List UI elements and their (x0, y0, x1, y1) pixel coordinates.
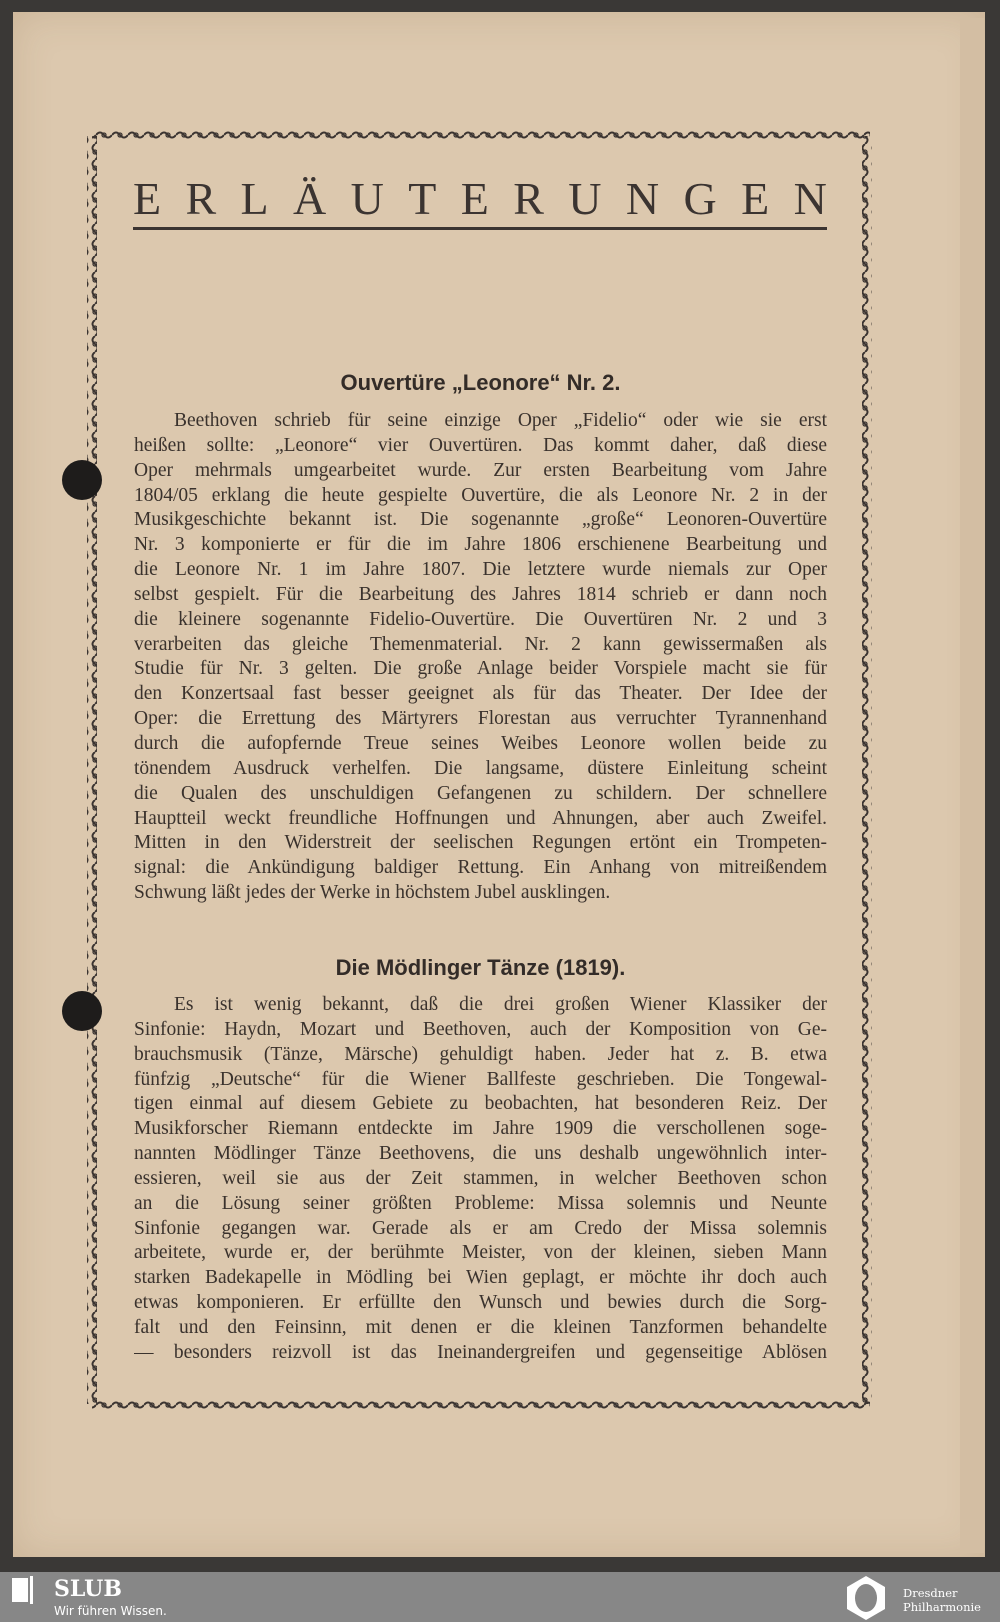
title-letter: N (793, 173, 827, 224)
section-heading-leonore: Ouvertüre „Leonore“ Nr. 2. (340, 370, 621, 395)
title-letter: E (741, 173, 770, 224)
title-letter: N (625, 173, 660, 224)
text-line: heißen sollte: „Leonore“ vier Ouvertüren. Das kommt daher, daß diese (134, 434, 827, 456)
text-line: durch die aufopfernde Treue seines Weibes Leonore wollen beide zu (134, 732, 827, 754)
punch-hole (62, 991, 102, 1031)
title-letter: T (408, 173, 437, 224)
text-line: Sinfonie gegangen war. Gerade als er am Credo der Missa solemnis (134, 1217, 827, 1239)
section-body-moedlinger (134, 993, 827, 1366)
text-line: Sinfonie: Haydn, Mozart und Beethoven, auch der Komposition von Ge- (134, 1018, 827, 1040)
text-line: essieren, weil sie aus der Zeit stammen, in welcher Beethoven schon (134, 1167, 827, 1189)
partner-name-line1: Dresdner (903, 1586, 958, 1600)
slub-tagline: Wir führen Wissen. (54, 1604, 167, 1618)
page-title (133, 172, 827, 225)
title-letter: Ä (293, 173, 327, 224)
title-underline (133, 227, 827, 230)
title-letter: R (513, 173, 544, 224)
title-letter: U (568, 173, 602, 224)
text-line: Musikforscher Riemann entdeckte im Jahre 1909 die verschollenen soge- (134, 1118, 827, 1140)
title-letter: E (460, 173, 489, 224)
title-letter: U (350, 173, 384, 224)
partner-name-line2: Philharmonie (903, 1600, 981, 1614)
text-line: Studie für Nr. 3 gelten. Die große Anlage beider Vorspiele macht sie für (134, 658, 827, 680)
text-line: Hauptteil weckt freundliche Hoffnungen und Ahnungen, aber auch Zweifel. (134, 807, 827, 829)
text-line: tönendem Ausdruck verhelfen. Die langsame, düstere Einleitung scheint (134, 757, 827, 779)
text-line: fünfzig „Deutsche“ für die Wiener Ballfeste geschrieben. Die Tongewal- (134, 1068, 827, 1090)
text-line: brauchsmusik (Tänze, Märsche) gehuldigt haben. Jeder hat z. B. etwa (134, 1043, 827, 1065)
text-line: den Konzertsaal fast besser geeignet als für das Theater. Der Idee der (134, 683, 827, 705)
text-line: starken Badekapelle in Mödling bei Wien geplagt, er möchte ihr doch auch (134, 1267, 827, 1289)
text-line: die Leonore Nr. 1 im Jahre 1807. Die letztere wurde niemals zur Oper (134, 559, 827, 581)
slub-logo-name[interactable]: SLUB (54, 1576, 122, 1602)
text-line: selbst gespielt. Für die Bearbeitung des Jahres 1814 schrieb er dann noch (134, 583, 827, 605)
text-line: etwas komponieren. Er erfüllte den Wunsch und bewies durch die Sorg- (134, 1292, 827, 1314)
slub-book-icon (12, 1578, 28, 1602)
footer-bar (0, 1572, 1000, 1622)
text-line: verarbeiten das gleiche Themenmaterial. Nr. 2 kann gewissermaßen als (134, 633, 827, 655)
text-line: an die Lösung seiner größten Probleme: Missa solemnis und Neunte (134, 1192, 827, 1214)
text-line: Musikgeschichte bekannt ist. Die sogenannte „große“ Leonoren-Ouvertüre (134, 509, 827, 531)
punch-hole (62, 460, 102, 500)
text-line: arbeitete, wurde er, der berühmte Meister, von der kleinen, sieben Mann (134, 1242, 827, 1264)
text-line: Nr. 3 komponierte er für die im Jahre 1806 erschienene Bearbeitung und (134, 534, 827, 556)
title-letter: G (683, 173, 717, 224)
text-line: falt und den Feinsinn, mit denen er die kleinen Tanzformen behandelte (134, 1316, 827, 1338)
text-line: nannten Mödlinger Tänze Beethovens, die uns deshalb ungewöhnlich inter- (134, 1143, 827, 1165)
text-line: 1804/05 erklang die heute gespielte Ouvertüre, die als Leonore Nr. 2 in der (134, 484, 827, 506)
text-line: Oper mehrmals umgearbeitet wurde. Zur ersten Bearbeitung vom Jahre (134, 459, 827, 481)
text-line: Mitten in den Widerstreit der seelischen Regungen ertönt ein Trompeten- (134, 832, 827, 854)
text-line: Oper: die Errettung des Märtyrers Florestan aus verruchter Tyrannenhand (134, 708, 827, 730)
title-letter: L (240, 173, 269, 224)
section-body-leonore (134, 409, 827, 906)
text-line: signal: die Ankündigung baldiger Rettung. Ein Anhang von mitreißendem (134, 857, 827, 879)
title-letter: E (133, 173, 162, 224)
partner-name (903, 1586, 981, 1614)
text-line: Beethoven schrieb für seine einzige Oper „Fidelio“ oder wie sie erst (174, 410, 827, 431)
section-heading-moedlinger: Die Mödlinger Tänze (1819). (335, 955, 626, 980)
dresdner-philharmonie-logo-icon[interactable] (842, 1574, 890, 1622)
text-line: Es ist wenig bekannt, daß die drei großen Wiener Klassiker der (174, 994, 827, 1015)
title-letter: R (185, 173, 217, 224)
text-line: — besonders reizvoll ist das Ineinandergreifen und gegenseitige Ablösen (134, 1341, 827, 1363)
text-line: tigen einmal auf diesem Gebiete zu beobachten, hat besonderen Reiz. Der (134, 1093, 827, 1115)
text-line: Schwung läßt jedes der Werke in höchstem Jubel ausklingen. (134, 882, 611, 904)
text-line: die kleinere sogenannte Fidelio-Ouvertüre. Die Ouvertüren Nr. 2 und 3 (134, 608, 827, 630)
text-line: die Qualen des unschuldigen Gefangenen zu schildern. Der schnellere (134, 782, 827, 804)
